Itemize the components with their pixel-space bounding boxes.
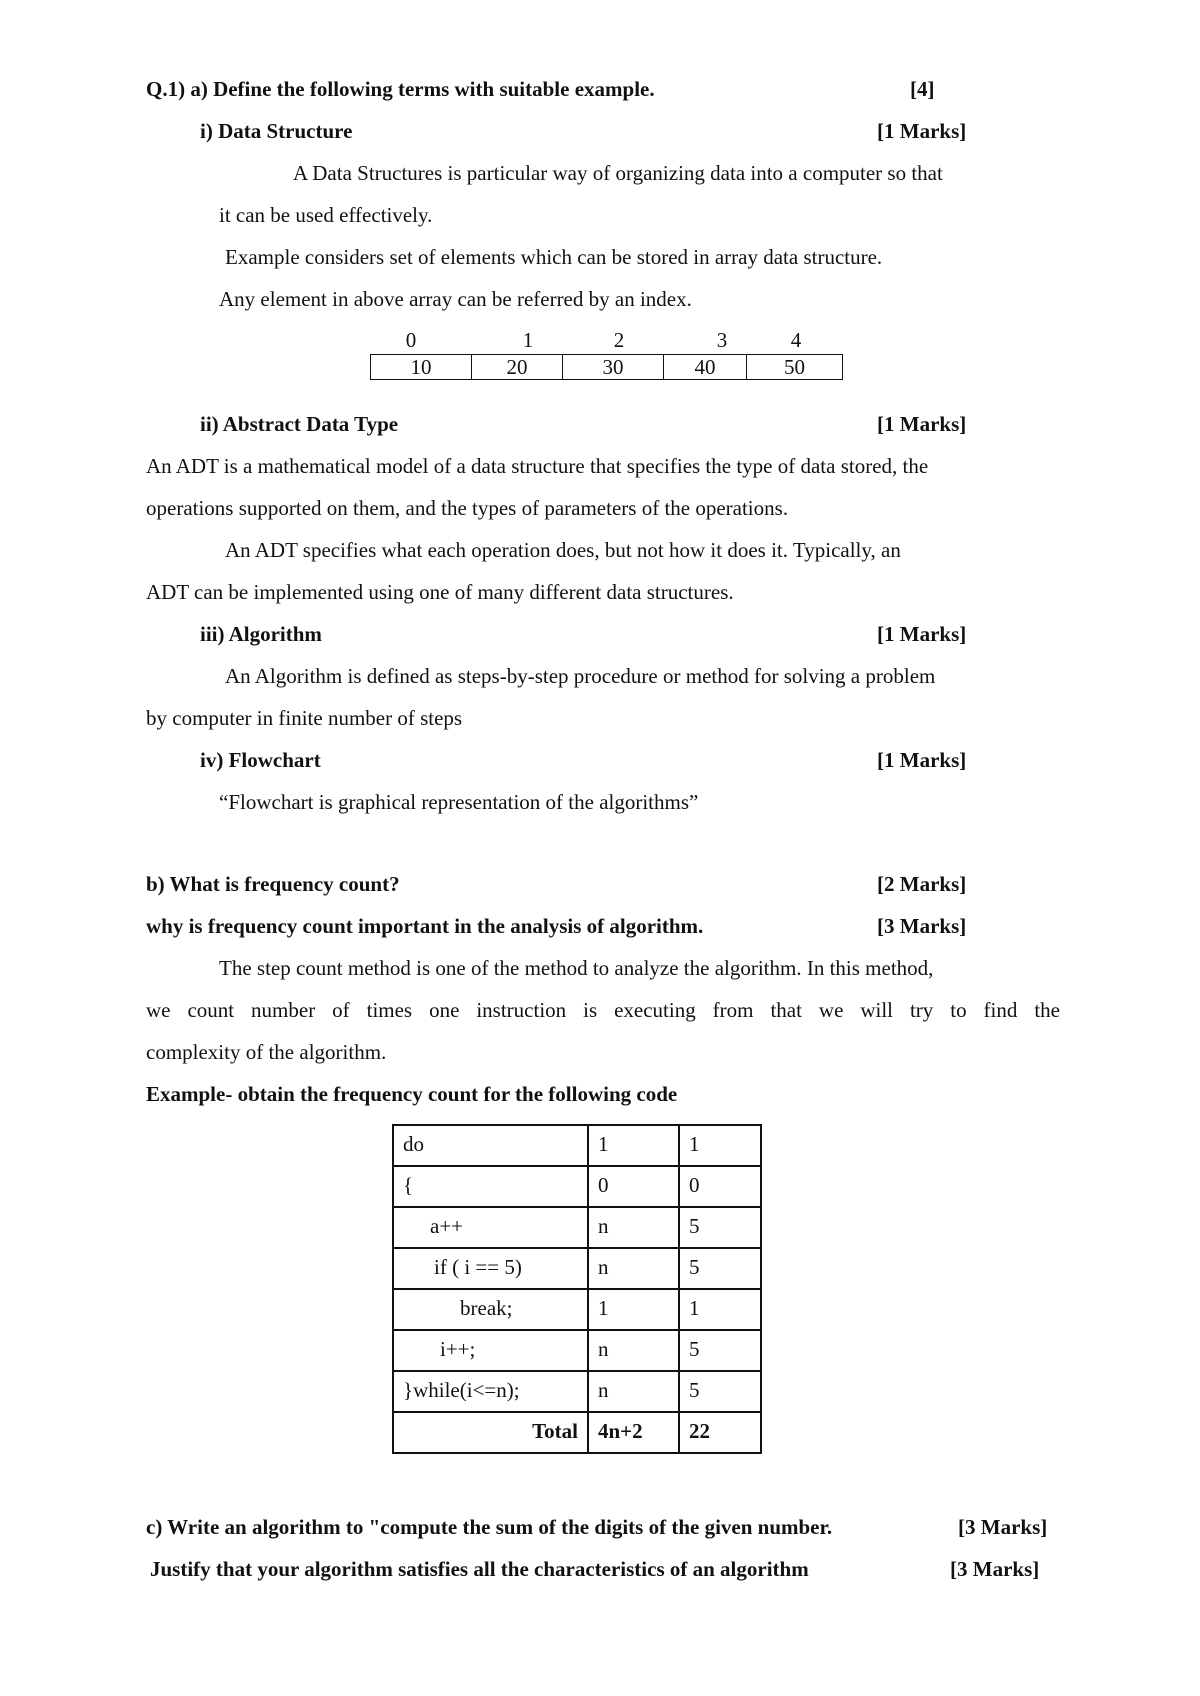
total-value: 22 <box>679 1412 761 1453</box>
frequency-title: b) What is frequency count? <box>146 872 400 896</box>
value-cell: 1 <box>679 1125 761 1166</box>
array-row <box>371 355 843 380</box>
data-structure-title: i) Data Structure <box>200 119 353 143</box>
data-structure-text-2: it can be used effectively. <box>219 203 433 227</box>
count-cell: n <box>588 1330 679 1371</box>
code-cell: break; <box>393 1289 588 1330</box>
table-row <box>393 1248 761 1289</box>
frequency-text-2: we count number of times one instruction is executing from that we will try to find the <box>146 998 1060 1022</box>
array-index: 1 <box>522 328 534 352</box>
total-count: 4n+2 <box>588 1412 679 1453</box>
frequency-subtitle: why is frequency count important in the analysis of algorithm. <box>146 914 704 938</box>
adt-marks: [1 Marks] <box>877 412 967 436</box>
adt-text-4: ADT can be implemented using one of many different data structures. <box>146 580 734 604</box>
code-cell: do <box>393 1125 588 1166</box>
adt-title: ii) Abstract Data Type <box>200 412 399 436</box>
array-cell: 50 <box>747 355 843 380</box>
count-cell: n <box>588 1248 679 1289</box>
flowchart-text: “Flowchart is graphical representation of the algorithms” <box>219 790 699 814</box>
data-structure-text-4: Any element in above array can be referred by an index. <box>219 287 692 311</box>
data-structure-text-1: A Data Structures is particular way of organizing data into a computer so that <box>293 161 943 185</box>
algorithm-text-2: by computer in finite number of steps <box>146 706 463 730</box>
total-row <box>393 1412 761 1453</box>
count-cell: 1 <box>588 1289 679 1330</box>
array-index: 4 <box>790 328 802 352</box>
frequency-text-1: The step count method is one of the method to analyze the algorithm. In this method, <box>219 956 934 980</box>
total-label: Total <box>393 1412 588 1453</box>
table-row <box>393 1125 761 1166</box>
algorithm-question-marks: [3 Marks] <box>958 1515 1048 1539</box>
frequency-count-table <box>392 1124 762 1454</box>
code-cell: }while(i<=n); <box>393 1371 588 1412</box>
code-cell: if ( i == 5) <box>393 1248 588 1289</box>
count-cell: n <box>588 1207 679 1248</box>
code-cell: a++ <box>393 1207 588 1248</box>
value-cell: 5 <box>679 1330 761 1371</box>
value-cell: 1 <box>679 1289 761 1330</box>
table-row <box>393 1166 761 1207</box>
array-cell: 10 <box>371 355 472 380</box>
array-cell: 30 <box>563 355 664 380</box>
code-cell: { <box>393 1166 588 1207</box>
q1-marks: [4] <box>910 77 935 101</box>
frequency-subtitle-marks: [3 Marks] <box>877 914 967 938</box>
value-cell: 0 <box>679 1166 761 1207</box>
value-cell: 5 <box>679 1207 761 1248</box>
adt-text-1: An ADT is a mathematical model of a data structure that specifies the type of data stored, the <box>146 454 929 478</box>
count-cell: 1 <box>588 1125 679 1166</box>
data-structure-marks: [1 Marks] <box>877 119 967 143</box>
value-cell: 5 <box>679 1248 761 1289</box>
table-row <box>393 1207 761 1248</box>
table-row <box>393 1289 761 1330</box>
table-row <box>393 1330 761 1371</box>
algorithm-question-title: c) Write an algorithm to "compute the sum of the digits of the given number. <box>146 1515 833 1539</box>
array-index: 0 <box>405 328 417 352</box>
value-cell: 5 <box>679 1371 761 1412</box>
code-cell: i++; <box>393 1330 588 1371</box>
count-cell: n <box>588 1371 679 1412</box>
justify-question-marks: [3 Marks] <box>950 1557 1040 1581</box>
justify-question: Justify that your algorithm satisfies all the characteristics of an algorithm <box>150 1557 809 1581</box>
algorithm-text-1: An Algorithm is defined as steps-by-step procedure or method for solving a problem <box>225 664 936 688</box>
array-table <box>370 354 843 380</box>
example-heading: Example- obtain the frequency count for the following code <box>146 1082 678 1106</box>
frequency-title-marks: [2 Marks] <box>877 872 967 896</box>
algorithm-marks: [1 Marks] <box>877 622 967 646</box>
data-structure-text-3: Example considers set of elements which can be stored in array data structure. <box>225 245 883 269</box>
array-index: 3 <box>716 328 728 352</box>
adt-text-2: operations supported on them, and the types of parameters of the operations. <box>146 496 789 520</box>
frequency-text-3: complexity of the algorithm. <box>146 1040 387 1064</box>
flowchart-title: iv) Flowchart <box>200 748 321 772</box>
table-row <box>393 1371 761 1412</box>
array-cell: 20 <box>472 355 563 380</box>
q1-heading: Q.1) a) Define the following terms with suitable example. <box>146 77 655 101</box>
count-cell: 0 <box>588 1166 679 1207</box>
array-cell: 40 <box>664 355 747 380</box>
flowchart-marks: [1 Marks] <box>877 748 967 772</box>
array-index: 2 <box>613 328 625 352</box>
adt-text-3: An ADT specifies what each operation does, but not how it does it. Typically, an <box>225 538 901 562</box>
algorithm-title: iii) Algorithm <box>200 622 322 646</box>
